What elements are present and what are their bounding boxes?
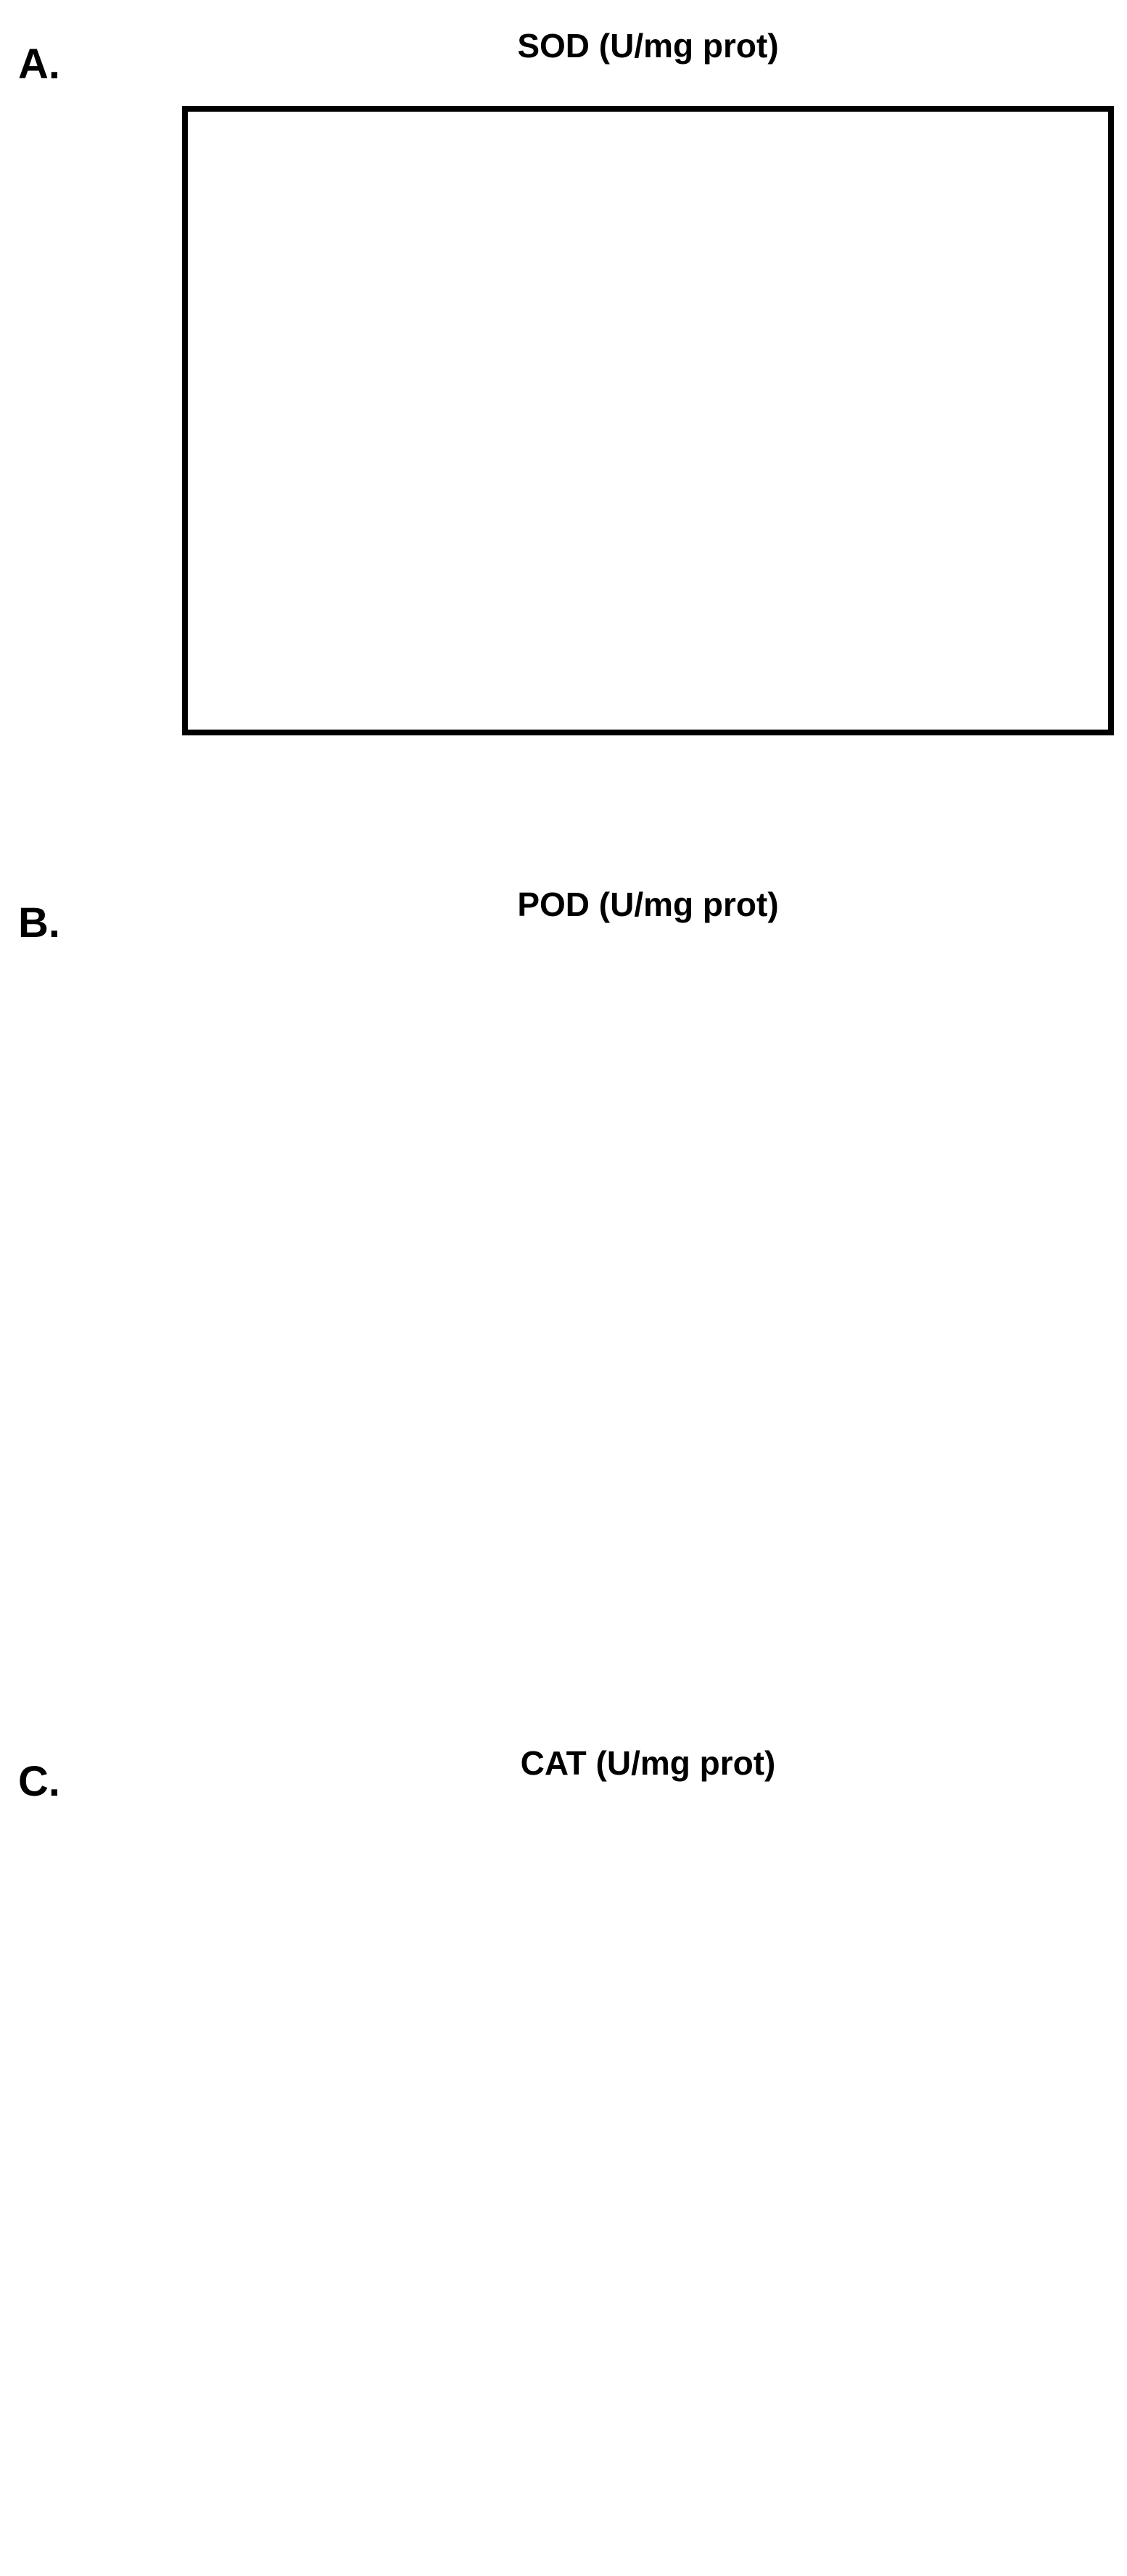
chart-title-sod: SOD (U/mg prot) (517, 27, 779, 65)
chart-title-cat: CAT (U/mg prot) (520, 1744, 776, 1782)
plot-frame (185, 109, 1111, 732)
pod-chart (0, 859, 1127, 1717)
panel-label-b: B. (18, 899, 60, 946)
panel-sod (0, 0, 1127, 859)
panel-label-c: C. (18, 1758, 60, 1805)
chart-title-pod: POD (U/mg prot) (517, 886, 779, 923)
panel-label-a: A. (18, 41, 60, 88)
sod-chart (0, 0, 1127, 859)
panel-cat (0, 1717, 1127, 2576)
panel-pod (0, 859, 1127, 1717)
cat-chart (0, 1717, 1127, 2576)
